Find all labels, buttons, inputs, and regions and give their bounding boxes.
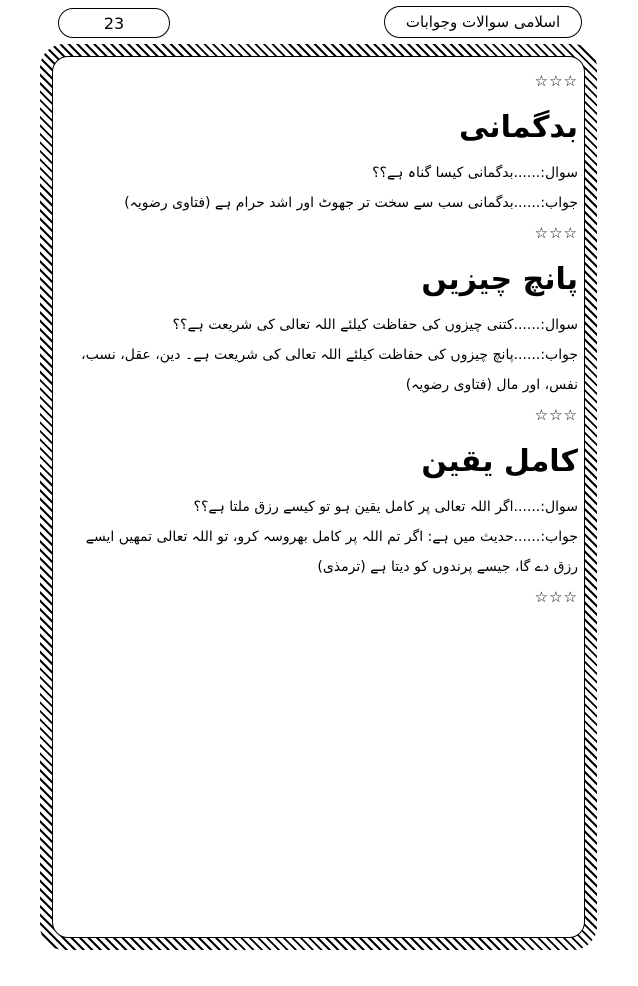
question-text: ......کتنی چیزوں کی حفاظت کیلئے اللہ تعالی کی شریعت ہے؟؟ (172, 317, 541, 333)
answer-line (80, 188, 578, 218)
stars-divider: ☆☆☆ (534, 72, 578, 90)
answer-line (80, 340, 578, 400)
answer-line (80, 522, 578, 582)
stars-divider: ☆☆☆ (534, 588, 578, 606)
section-title-panch-cheezein: پانچ چیزیں (421, 262, 578, 297)
question-line (80, 310, 578, 340)
section-title-kamil-yaqeen: کامل یقین (421, 444, 578, 479)
answer-text: ......پانچ چیزوں کی حفاظت کیلئے اللہ تعالی کی شریعت ہے۔ دین، عقل، نسب، نفس، اور مال (فتاوی رضویہ) (81, 347, 578, 393)
section-title-badgumani: بدگمانی (458, 110, 578, 145)
question-line (80, 158, 578, 188)
page-content (80, 66, 578, 686)
question-prefix: سوال: (540, 165, 578, 181)
page-number: 23 (58, 8, 170, 38)
answer-text: ......حدیث میں ہے: اگر تم اللہ پر کامل بھروسہ کرو، تو اللہ تعالی تمھیں ایسے رزق دے گا، جیسے پرندوں کو دیتا ہے (ترمذی) (85, 529, 578, 575)
question-prefix: سوال: (540, 317, 578, 333)
question-prefix: سوال: (540, 499, 578, 515)
answer-text: ......بدگمانی سب سے سخت تر جھوٹ اور اشد حرام ہے (فتاوی رضویہ) (124, 195, 541, 211)
stars-divider: ☆☆☆ (534, 224, 578, 242)
answer-prefix: جواب: (540, 347, 578, 363)
answer-prefix: جواب: (540, 529, 578, 545)
book-title: اسلامی سوالات وجوابات (384, 6, 582, 38)
question-text: ......اگر اللہ تعالی پر کامل یقین ہو تو کیسے رزق ملتا ہے؟؟ (193, 499, 541, 515)
question-line (80, 492, 578, 522)
stars-divider: ☆☆☆ (534, 406, 578, 424)
answer-prefix: جواب: (540, 195, 578, 211)
question-text: ......بدگمانی کیسا گناہ ہے؟؟ (372, 165, 541, 181)
